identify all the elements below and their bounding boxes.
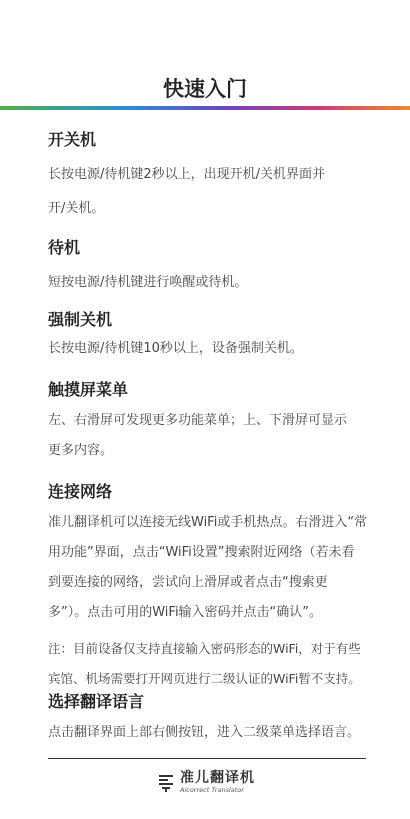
section-text-line: 左、右滑屏可发现更多功能菜单；上、下滑屏可显示 xyxy=(48,413,348,428)
section-heading: 强制关机 xyxy=(48,310,113,329)
header-gradient-bar xyxy=(0,106,410,110)
section-text-line: 长按电源/待机键10秒以上，设备强制关机。 xyxy=(48,341,303,356)
section-text-line: 长按电源/待机键2秒以上，出现开机/关机界面并 xyxy=(48,167,326,182)
aicorrect-logo-icon xyxy=(158,774,174,792)
section-power xyxy=(48,128,325,224)
section-text-line: 到要连接的网络，尝试向上滑屏或者点击“搜索更 xyxy=(48,575,328,590)
section-standby xyxy=(48,236,247,298)
section-text-line: 准儿翻译机可以连接无线WiFi或手机热点。右滑进入“常 xyxy=(48,515,368,530)
footer-divider xyxy=(48,758,366,759)
section-language xyxy=(48,690,360,748)
section-note-line: 宾馆、机场需要打开网页进行二级认证的WiFi暂不支持。 xyxy=(48,671,361,686)
section-text-line: 短按电源/待机键进行唤醒或待机。 xyxy=(48,275,248,290)
section-note-line: 注：目前设备仅支持直接输入密码形态的WiFi，对于有些 xyxy=(48,641,361,656)
section-text-line: 多”）。点击可用的WiFi输入密码并点击“确认”。 xyxy=(48,605,323,620)
section-text-line: 更多内容。 xyxy=(48,443,114,458)
section-touch-menu xyxy=(48,378,347,466)
section-heading: 待机 xyxy=(48,238,81,257)
brand-subtitle: Aicorrect Translator xyxy=(180,786,244,794)
section-heading: 触摸屏菜单 xyxy=(48,380,129,399)
section-force-shutdown xyxy=(48,308,303,364)
section-heading: 选择翻译语言 xyxy=(48,692,145,711)
section-network xyxy=(48,480,388,694)
page-title: 快速入门 xyxy=(163,77,247,101)
footer-brand xyxy=(158,770,255,795)
section-heading: 开关机 xyxy=(48,130,97,149)
section-text-line: 用功能”界面，点击“WiFi设置”搜索附近网络（若未看 xyxy=(48,545,355,560)
section-text-line: 点击翻译界面上部右侧按钮，进入二级菜单选择语言。 xyxy=(48,725,361,740)
section-text-line: 开/关机。 xyxy=(48,201,105,216)
brand-name: 准儿翻译机 xyxy=(180,770,255,786)
section-heading: 连接网络 xyxy=(48,482,113,501)
